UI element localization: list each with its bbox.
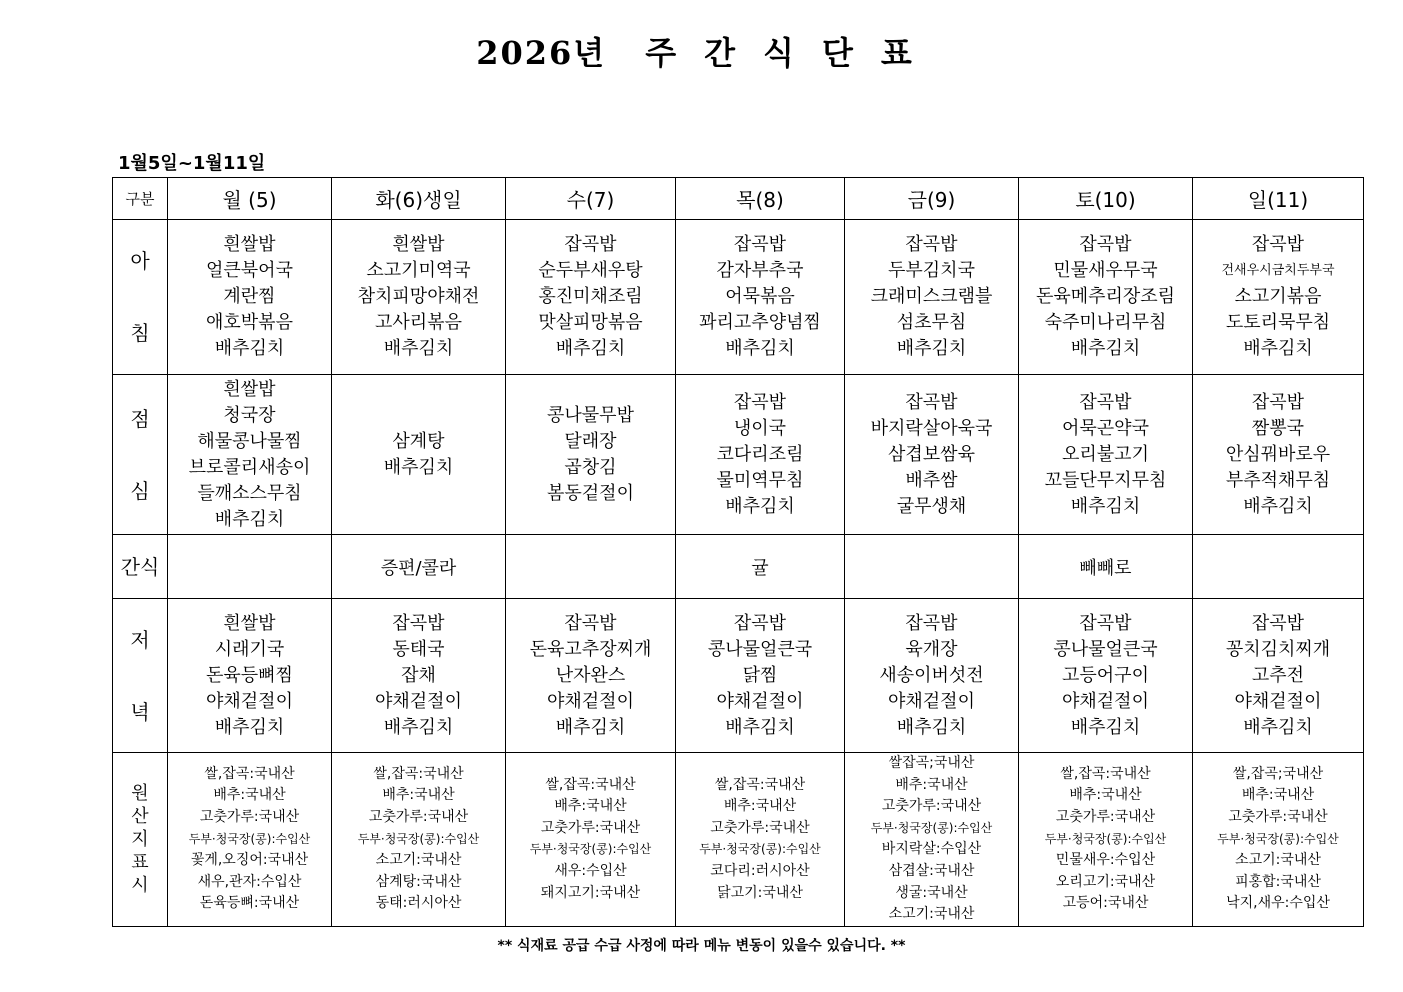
origin-cell: [845, 753, 1019, 927]
menu-item: 육개장: [905, 638, 958, 660]
menu-item: 코다리조림: [716, 443, 804, 465]
origin-item: 두부·청국장(콩):수입산: [1217, 831, 1339, 846]
origin-item: 배추:국내산: [723, 798, 797, 815]
menu-item: 바지락살아욱국: [870, 417, 993, 439]
menu-item: 야채겉절이: [1234, 690, 1322, 712]
day-header: 일(11): [1193, 178, 1364, 220]
menu-item: 홍진미채조림: [538, 286, 643, 307]
menu-item: 굴무생채: [896, 495, 967, 517]
menu-item: 잡곡밥: [1251, 391, 1305, 413]
title-word: 주: [645, 34, 679, 72]
menu-item: 배추김치: [555, 338, 626, 359]
origin-item: 오리고기:국내산: [1055, 873, 1156, 890]
menu-item: 청국장: [223, 404, 276, 426]
origin-item: 두부·청국장(콩):수입산: [699, 842, 821, 857]
origin-item: 삼겹살:국내산: [888, 862, 975, 879]
menu-item: 잡곡밥: [733, 234, 787, 255]
origin-item: 고춧가루:국내산: [1055, 808, 1156, 825]
origin-item: 고춧가루:국내산: [540, 819, 641, 836]
menu-item: 고추전: [1251, 664, 1305, 686]
origin-item: 소고기:국내산: [1235, 852, 1321, 869]
dinner-label: 저 녁: [113, 599, 168, 753]
menu-item: 배추김치: [214, 716, 285, 738]
date-range: 1월5일~1월11일: [118, 153, 266, 174]
menu-item: 콩나물무밥: [547, 404, 634, 426]
menu-item: 잡곡밥: [905, 612, 958, 634]
menu-item: 배추김치: [725, 495, 795, 517]
breakfast-label: 아 침: [113, 220, 168, 375]
menu-item: 야채겉절이: [1062, 690, 1149, 712]
menu-item: 잡곡밥: [733, 391, 787, 413]
menu-item: 짬뽕국: [1251, 417, 1305, 439]
menu-item: 잡곡밥: [905, 234, 958, 255]
menu-item: 잡곡밥: [1079, 234, 1132, 255]
menu-item: 잡곡밥: [733, 612, 787, 634]
origin-item: 동태:러시아산: [375, 895, 462, 912]
origin-item: 쌀,잡곡:국내산: [373, 765, 464, 782]
menu-item: 고등어구이: [1062, 664, 1149, 686]
menu-item: 감자부추국: [716, 260, 804, 281]
menu-item: 배추김치: [1070, 716, 1141, 738]
menu-item: 배추김치: [214, 508, 285, 530]
menu-item: 난자완스: [555, 664, 626, 686]
menu-item: 두부김치국: [888, 260, 975, 281]
menu-item: 달래장: [564, 430, 617, 452]
menu-item: 잡곡밥: [564, 234, 617, 255]
menu-item: 잡곡밥: [1251, 612, 1305, 634]
menu-item: 꽁치김치찌개: [1225, 638, 1331, 660]
menu-item: 동태국: [392, 638, 445, 660]
menu-item: 참치피망야채전: [357, 286, 480, 307]
day-header: 목(8): [676, 178, 845, 220]
menu-item: 배추김치: [1070, 495, 1141, 517]
origin-item: 배추:국내산: [895, 776, 968, 793]
origin-item: 고춧가루:국내산: [710, 819, 810, 836]
menu-item: 배추김치: [383, 456, 454, 478]
menu-item: 잡곡밥: [392, 612, 445, 634]
origin-row: [113, 753, 1364, 927]
menu-table: [112, 177, 1364, 927]
origin-item: 쌀잡곡;국내산: [888, 755, 975, 771]
menu-item: 배추김치: [383, 338, 454, 359]
origin-item: 꽃게,오징어:국내산: [190, 852, 309, 869]
menu-item: 얼큰북어국: [206, 260, 293, 281]
menu-item: 닭찜: [742, 664, 778, 686]
origin-item: 배추:국내산: [554, 798, 627, 815]
menu-item: 야채겉절이: [206, 690, 293, 712]
origin-item: 쌀,잡곡:국내산: [545, 776, 636, 793]
origin-item: 코다리:러시아산: [710, 862, 810, 879]
origin-cell: [1019, 753, 1193, 927]
menu-item: 민물새우무국: [1053, 260, 1158, 281]
origin-item: 피홍합:국내산: [1235, 873, 1321, 890]
origin-item: 새우:수입산: [554, 862, 627, 879]
breakfast-cell: [506, 220, 676, 375]
breakfast-cell: [845, 220, 1019, 375]
menu-item: 계란찜: [223, 286, 276, 307]
origin-item: 쌀,잡곡:국내산: [204, 765, 295, 782]
menu-item: 배추김치: [214, 338, 285, 359]
menu-item: 건새우시금치두부국: [1221, 263, 1335, 278]
menu-item: 시래기국: [214, 638, 285, 660]
menu-item: 부추적채무침: [1225, 469, 1331, 491]
snack-row: [113, 535, 1364, 599]
menu-item: 잡곡밥: [905, 391, 958, 413]
dinner-cell: [845, 599, 1019, 753]
menu-item: 배추김치: [1243, 495, 1313, 517]
snack-cell: [1193, 535, 1364, 599]
menu-item: 돈육고추장찌개: [529, 638, 652, 660]
origin-item: 고등어:국내산: [1062, 895, 1149, 912]
title-word: 단: [821, 34, 855, 72]
origin-item: 두부·청국장(콩):수입산: [529, 842, 652, 857]
menu-item: 잡곡밥: [1251, 234, 1305, 255]
day-header: 토(10): [1019, 178, 1193, 220]
menu-item: 잡곡밥: [564, 612, 617, 634]
menu-item: 잡곡밥: [1079, 612, 1132, 634]
menu-item: 애호박볶음: [206, 312, 293, 333]
origin-item: 두부·청국장(콩):수입산: [357, 831, 480, 846]
dinner-cell: [332, 599, 506, 753]
dinner-cell: [1019, 599, 1193, 753]
origin-item: 배추:국내산: [1069, 787, 1142, 804]
menu-item: 섬초무침: [896, 312, 967, 333]
page-title: [0, 28, 1403, 74]
origin-item: 고춧가루:국내산: [368, 808, 469, 825]
snack-cell: 증편/콜라: [332, 535, 506, 599]
header-label: 구분: [113, 178, 168, 220]
origin-item: 낙지,새우:수입산: [1226, 895, 1330, 912]
origin-item: 배추:국내산: [382, 787, 455, 804]
origin-item: 고춧가루:국내산: [1228, 808, 1328, 825]
menu-item: 꽈리고추양념찜: [699, 312, 821, 333]
origin-item: 새우,관자:수입산: [197, 873, 302, 890]
breakfast-cell: [168, 220, 332, 375]
lunch-row: [113, 375, 1364, 535]
menu-item: 맛살피망볶음: [538, 312, 643, 333]
dinner-row: [113, 599, 1364, 753]
origin-item: 삼계탕:국내산: [375, 873, 462, 890]
snack-cell: [506, 535, 676, 599]
title-word: 간: [704, 34, 738, 72]
dinner-cell: [506, 599, 676, 753]
menu-item: 흰쌀밥: [223, 234, 276, 255]
origin-item: 배추:국내산: [1241, 787, 1315, 804]
origin-item: 쌀,잡곡:국내산: [714, 776, 806, 793]
lunch-cell: [1193, 375, 1364, 535]
origin-item: 배추:국내산: [213, 787, 286, 804]
menu-item: 흰쌀밥: [223, 612, 276, 634]
origin-item: 두부·청국장(콩):수입산: [1044, 831, 1167, 846]
day-header: 금(9): [845, 178, 1019, 220]
menu-item: 잡곡밥: [1079, 391, 1132, 413]
menu-item: 배추쌈: [905, 469, 958, 491]
lunch-cell: [676, 375, 845, 535]
title-word: 식: [763, 34, 796, 72]
dinner-cell: [1193, 599, 1364, 753]
menu-item: 꼬들단무지무침: [1044, 469, 1167, 491]
origin-item: 소고기:국내산: [888, 906, 975, 923]
origin-item: 고춧가루:국내산: [881, 798, 982, 815]
menu-item: 삼계탕: [392, 430, 445, 452]
menu-item: 콩나물얼큰국: [707, 638, 813, 660]
origin-item: 쌀,잡곡:국내산: [1060, 765, 1151, 782]
menu-item: 배추김치: [896, 338, 967, 359]
snack-cell: [845, 535, 1019, 599]
origin-item: 소고기:국내산: [375, 852, 462, 869]
menu-item: 봄동겉절이: [547, 482, 634, 504]
origin-cell: [168, 753, 332, 927]
origin-item: 돈육등뼈:국내산: [199, 895, 300, 912]
menu-item: 배추김치: [555, 716, 626, 738]
menu-item: 고사리볶음: [375, 312, 462, 333]
menu-item: 배추김치: [725, 338, 795, 359]
header-row: [113, 178, 1364, 220]
origin-item: 생굴:국내산: [895, 884, 968, 901]
origin-item: 두부·청국장(콩):수입산: [870, 820, 993, 835]
menu-item: 배추김치: [383, 716, 454, 738]
lunch-label: 점 심: [113, 375, 168, 535]
menu-item: 흰쌀밥: [392, 234, 445, 255]
snack-cell: 빼빼로: [1019, 535, 1193, 599]
menu-item: 순두부새우탕: [538, 260, 643, 281]
snack-label: 간식: [113, 535, 168, 599]
lunch-cell: [1019, 375, 1193, 535]
day-header: 월 (5): [168, 178, 332, 220]
dinner-cell: [676, 599, 845, 753]
menu-item: 야채겉절이: [716, 690, 804, 712]
menu-item: 물미역무침: [716, 469, 804, 491]
menu-item: 콩나물얼큰국: [1053, 638, 1158, 660]
menu-item: 돈육등뼈찜: [206, 664, 293, 686]
menu-item: 소고기볶음: [1234, 286, 1322, 307]
origin-item: 쌀,잡곡;국내산: [1232, 765, 1324, 782]
breakfast-cell: [332, 220, 506, 375]
menu-item: 잡채: [401, 664, 436, 686]
footer-note: ** 식재료 공급 수급 사정에 따라 메뉴 변동이 있을수 있습니다. **: [497, 938, 906, 954]
origin-item: 민물새우:수입산: [1055, 852, 1156, 869]
origin-label: 원 산 지 표 시: [113, 753, 168, 927]
menu-item: 야채겉절이: [375, 690, 462, 712]
menu-item: 숙주미나리무침: [1044, 312, 1167, 333]
menu-item: 배추김치: [1070, 338, 1141, 359]
menu-item: 해물콩나물찜: [197, 430, 302, 452]
day-header: 수(7): [506, 178, 676, 220]
menu-item: 도토리묵무침: [1225, 312, 1331, 333]
lunch-cell: [845, 375, 1019, 535]
snack-cell: [168, 535, 332, 599]
origin-item: 닭고기:국내산: [717, 884, 803, 901]
title-word: 표: [880, 34, 914, 72]
menu-item: 배추김치: [1243, 716, 1313, 738]
menu-item: 흰쌀밥: [223, 378, 276, 400]
title-year: 2026년: [476, 34, 607, 72]
menu-item: 곱창김: [564, 456, 617, 478]
origin-cell: [332, 753, 506, 927]
lunch-cell: [506, 375, 676, 535]
menu-item: 냉이국: [733, 417, 787, 439]
menu-item: 크래미스크램블: [870, 286, 993, 307]
lunch-cell: [332, 375, 506, 535]
menu-item: 삼겹보쌈육: [888, 443, 975, 465]
menu-item: 새송이버섯전: [879, 664, 984, 686]
breakfast-cell: [676, 220, 845, 375]
breakfast-cell: [1019, 220, 1193, 375]
origin-item: 고춧가루:국내산: [199, 808, 300, 825]
menu-item: 돈육메추리장조림: [1035, 286, 1176, 307]
origin-cell: [1193, 753, 1364, 927]
menu-item: 안심꿔바로우: [1225, 443, 1331, 465]
lunch-cell: [168, 375, 332, 535]
dinner-cell: [168, 599, 332, 753]
menu-item: 배추김치: [896, 716, 967, 738]
menu-item: 야채겉절이: [888, 690, 975, 712]
day-header: 화(6)생일: [332, 178, 506, 220]
menu-item: 들깨소스무침: [197, 482, 302, 504]
origin-cell: [506, 753, 676, 927]
snack-cell: 귤: [676, 535, 845, 599]
menu-item: 오리불고기: [1062, 443, 1149, 465]
origin-cell: [676, 753, 845, 927]
menu-item: 어묵볶음: [725, 286, 795, 307]
origin-item: 돼지고기:국내산: [540, 884, 641, 901]
menu-item: 브로콜리새송이: [188, 456, 311, 478]
breakfast-cell: [1193, 220, 1364, 375]
breakfast-row: [113, 220, 1364, 375]
menu-item: 어묵곤약국: [1062, 417, 1149, 439]
menu-item: 배추김치: [1243, 338, 1313, 359]
menu-item: 야채겉절이: [547, 690, 634, 712]
origin-item: 바지락살:수입산: [881, 841, 982, 858]
menu-item: 소고기미역국: [366, 260, 471, 281]
menu-item: 배추김치: [725, 716, 795, 738]
origin-item: 두부·청국장(콩):수입산: [188, 831, 311, 846]
